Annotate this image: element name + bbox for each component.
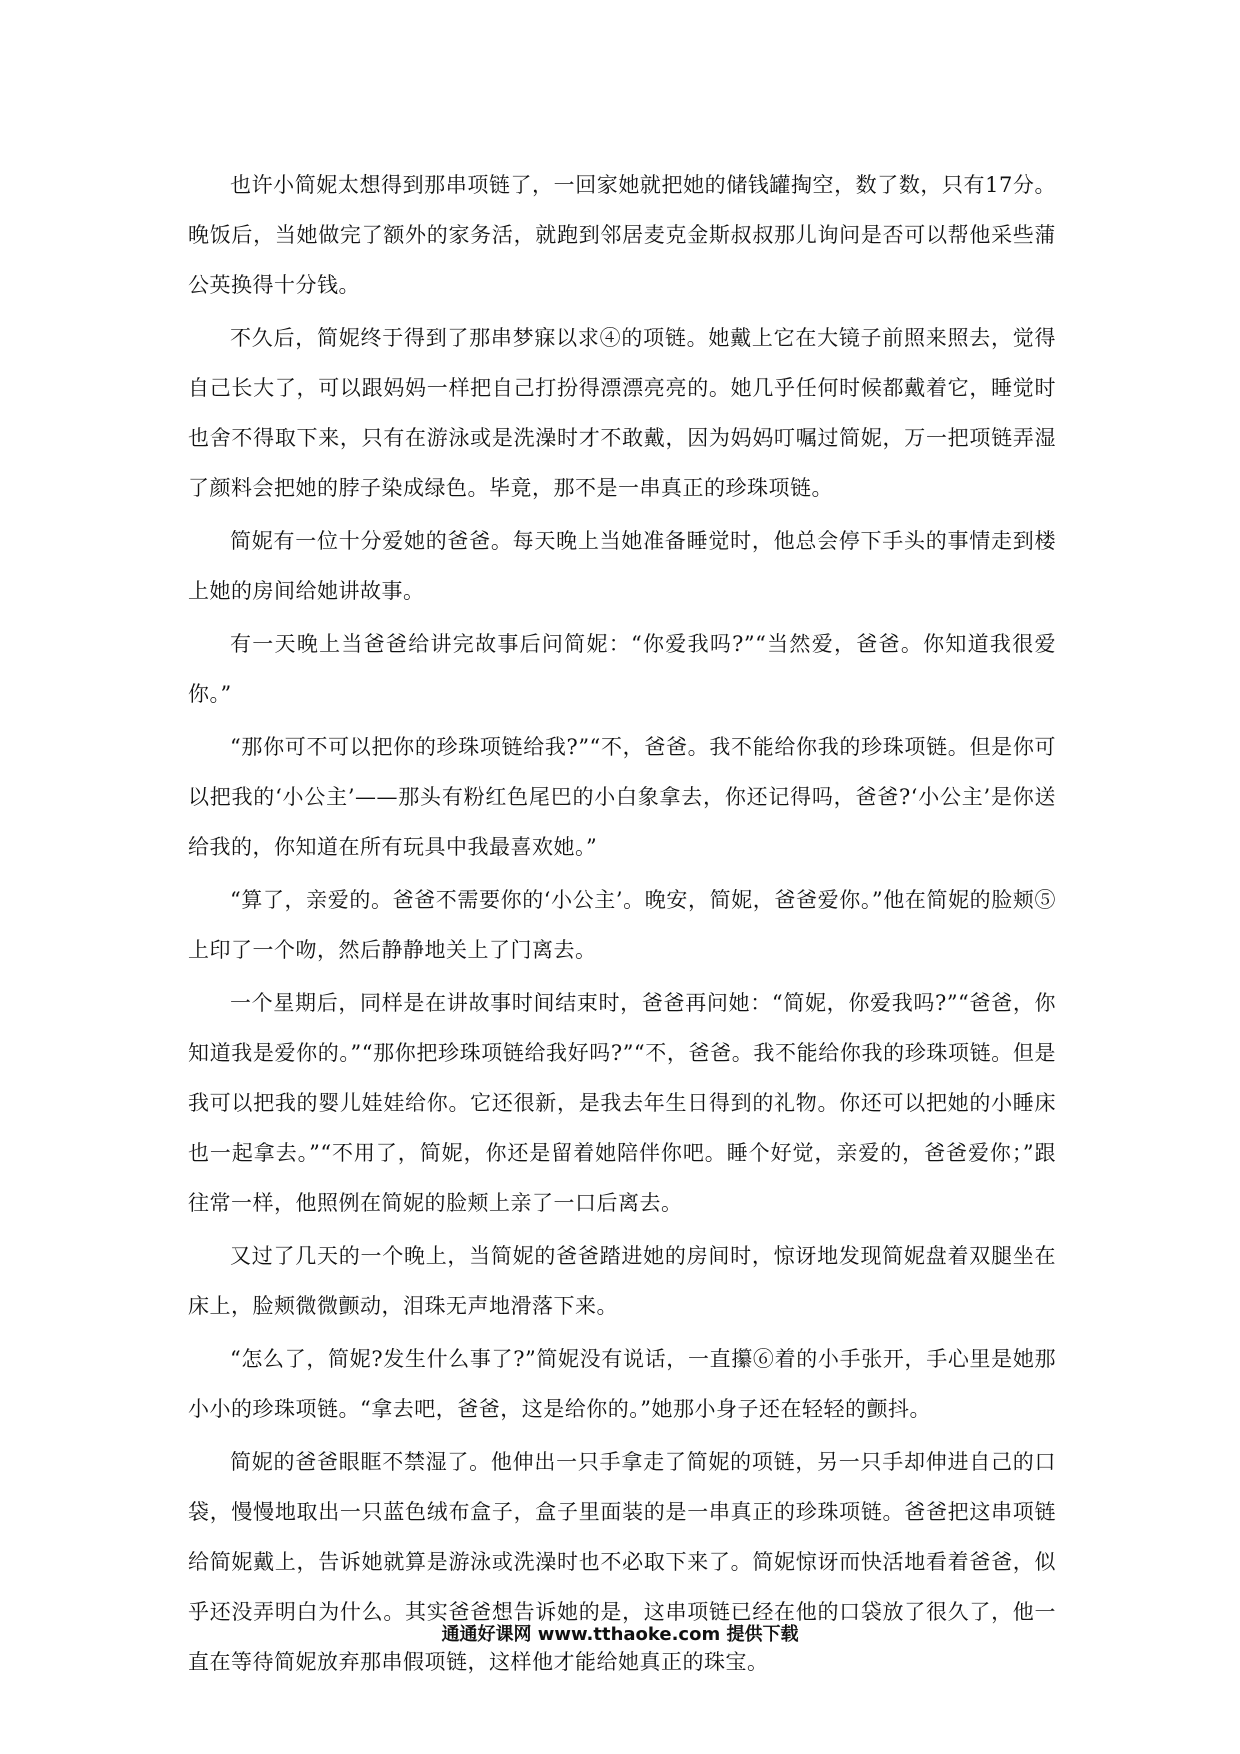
paragraph-8: 又过了几天的一个晚上，当简妮的爸爸踏进她的房间时，惊讶地发现简妮盘着双腿坐在床上，脸颊微微颤动，泪珠无声地滑落下来。 (188, 1244, 1056, 1318)
paragraph-10: 简妮的爸爸眼眶不禁湿了。他伸出一只手拿走了简妮的项链，另一只手却伸进自己的口袋，慢慢地取出一只蓝色绒布盒子，盒子里面装的是一串真正的珍珠项链。爸爸把这串项链给简妮戴上，告诉她就算是游泳或洗澡时也不必取下来了。简妮惊讶而快活地看着爸爸，似乎还没弄明白为什么。其实爸爸想告诉她的是，这串项链已经在他的口袋放了很久了，他一直在等待简妮放弃那串假项链，这样他才能给她真正的珠宝。 (188, 1450, 1056, 1674)
paragraph-2: 不久后，简妮终于得到了那串梦寐以求④的项链。她戴上它在大镜子前照来照去，觉得自己长大了，可以跟妈妈一样把自己打扮得漂漂亮亮的。她几乎任何时候都戴着它，睡觉时也舍不得取下来，只有在游泳或是洗澡时才不敢戴，因为妈妈叮嘱过简妮，万一把项链弄湿了颜料会把她的脖子染成绿色。毕竟，那不是一串真正的珍珠项链。 (188, 326, 1056, 500)
paragraph-9: “怎么了，简妮?发生什么事了?”简妮没有说话，一直攥⑥着的小手张开，手心里是她那小小的珍珠项链。“拿去吧，爸爸，这是给你的。”她那小身子还在轻轻的颤抖。 (188, 1347, 1056, 1421)
paragraph-4: 有一天晚上当爸爸给讲完故事后问简妮：“你爱我吗?”“当然爱，爸爸。你知道我很爱你。” (188, 632, 1056, 706)
paragraph-6: “算了，亲爱的。爸爸不需要你的‘小公主’。晚安，简妮，爸爸爱你。”他在简妮的脸颊⑤上印了一个吻，然后静静地关上了门离去。 (188, 888, 1056, 962)
paragraph-1: 也许小简妮太想得到那串项链了，一回家她就把她的储钱罐掏空，数了数，只有17分。晚饭后，当她做完了额外的家务活，就跑到邻居麦克金斯叔叔那儿询问是否可以帮他采些蒲公英换得十分钱。 (188, 173, 1056, 297)
paragraph-5: “那你可不可以把你的珍珠项链给我?”“不，爸爸。我不能给你我的珍珠项链。但是你可以把我的‘小公主’——那头有粉红色尾巴的小白象拿去，你还记得吗，爸爸?‘小公主’是你送给我的，你知道在所有玩具中我最喜欢她。” (188, 735, 1056, 859)
article-body (188, 160, 1056, 1690)
page-footer: 通通好课网 www.tthaoke.com 提供下载 (441, 1624, 799, 1645)
paragraph-3: 简妮有一位十分爱她的爸爸。每天晚上当她准备睡觉时，他总会停下手头的事情走到楼上她的房间给她讲故事。 (188, 529, 1056, 603)
paragraph-7: 一个星期后，同样是在讲故事时间结束时，爸爸再问她：“简妮，你爱我吗?”“爸爸，你知道我是爱你的。”“那你把珍珠项链给我好吗?”“不，爸爸。我不能给你我的珍珠项链。但是我可以把我的婴儿娃娃给你。它还很新，是我去年生日得到的礼物。你还可以把她的小睡床也一起拿去。”“不用了，简妮，你还是留着她陪伴你吧。睡个好觉，亲爱的，爸爸爱你；”跟往常一样，他照例在简妮的脸颊上亲了一口后离去。 (188, 991, 1056, 1215)
